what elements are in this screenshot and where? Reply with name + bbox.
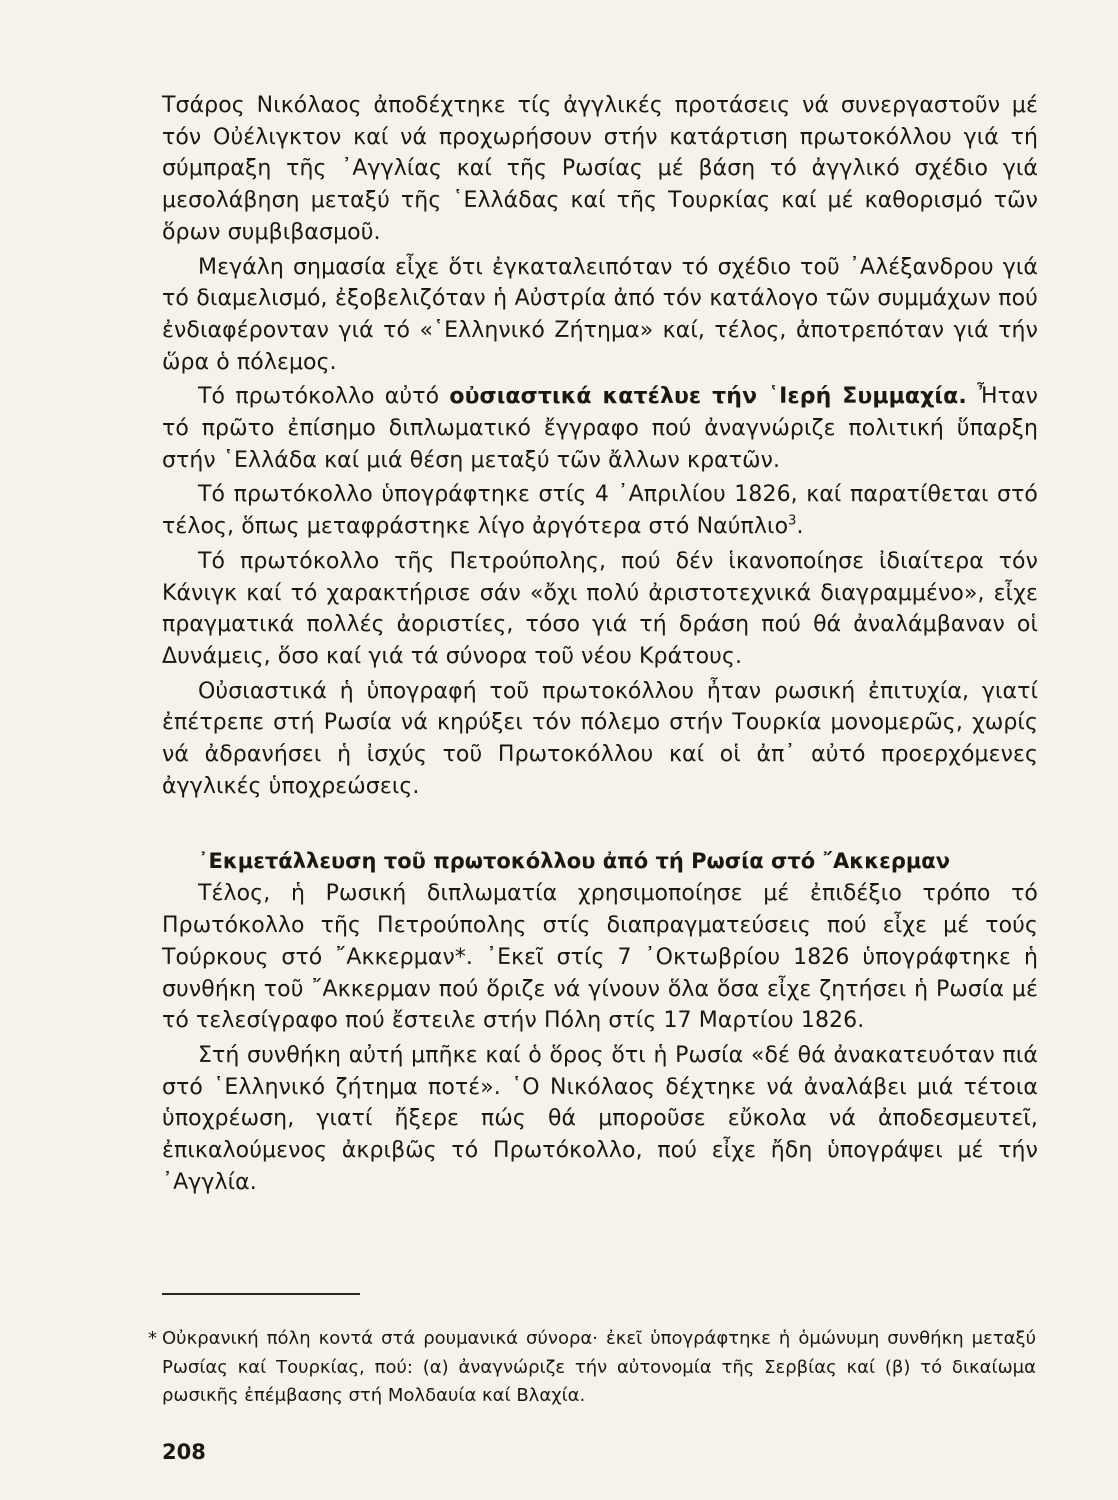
paragraph-6: Οὐσιαστικά ἡ ὑπογραφή τοῦ πρωτοκόλλου ἦταν ρωσική ἐπιτυχία, γιατί ἐπέτρεπε στή Ρωσία νά κηρύξει τόν πόλεμο στήν Τουρκία μονομερῶς, χωρίς νά ἀδρανήσει ἡ ἰσχύς τοῦ Πρωτοκόλλου καί οἱ ἀπ᾿ αὐτό προερχόμενες ἀγγλικές ὑποχρεώσεις.	[162, 678, 1038, 799]
paragraph-3	[162, 381, 1038, 476]
footnote	[148, 1325, 1036, 1411]
paragraph-4-end: .	[796, 514, 804, 540]
footnote-text: Οὐκρανική πόλη κοντά στά ρουμανικά σύνορα· ἐκεῖ ὑπογράφτηκε ἡ ὁμώνυμη συνθήκη μεταξύ Ρωσίας καί Τουρκίας, πού: (α) ἀναγνώριζε τήν αὐτονομία τῆς Σερβίας καί (β) τό δικαίωμα ρωσικῆς ἐπέμβασης στή Μολδαυία καί Βλαχία.	[162, 1328, 1036, 1406]
paragraph-8: Στή συνθήκη αὐτή μπῆκε καί ὁ ὅρος ὅτι ἡ Ρωσία «δέ θά ἀνακατευόταν πιά στό ῾Ελληνικό ζήτημα ποτέ». ῾Ο Νικόλαος δέχτηκε νά ἀναλάβει μιά τέτοια ὑποχρέωση, γιατί ἤξερε πώς θά μποροῦσε εὔκολα νά ἀποδεσμευτεῖ, ἐπικαλούμενος ἀκριβῶς τό Πρωτόκολλο, πού εἶχε ἤδη ὑπογράψει μέ τήν ᾿Αγγλία.	[162, 1042, 1038, 1195]
paragraph-3-end: Ἦταν τό πρῶτο ἐπίσημο διπλωματικό ἔγγραφο πού ἀναγνώριζε πολιτική ὕπαρξη στήν ῾Ελλάδα καί μιά θέση μεταξύ τῶν ἄλλων κρατῶν.	[162, 384, 1038, 473]
page-number: 208	[162, 1440, 206, 1464]
footnote-reference-3: 3	[788, 513, 797, 529]
paragraph-3-start: Τό πρωτόκολλο αὐτό	[198, 384, 450, 410]
paragraph-4	[162, 479, 1038, 542]
footnote-divider	[162, 1293, 360, 1295]
paragraph-2: Μεγάλη σημασία εἶχε ὅτι ἐγκαταλειπόταν τό σχέδιο τοῦ ᾿Αλέξανδρου γιά τό διαμελισμό, ἐξοβελιζόταν ἡ Αὐστρία ἀπό τόν κατάλογο τῶν συμμάχων πού ἐνδιαφέρονταν γιά τό «῾Ελληνικό Ζήτημα» καί, τέλος, ἀποτρεπόταν γιά τήν ὥρα ὁ πόλεμος.	[162, 254, 1038, 375]
paragraph-3-bold: οὐσιαστικά κατέλυε τήν ῾Ιερή Συμμαχία.	[449, 384, 967, 410]
paragraph-5: Τό πρωτόκολλο τῆς Πετρούπολης, πού δέν ἱκανοποίησε ἰδιαίτερα τόν Κάνιγκ καί τό χαρακτήρισε σάν «ὄχι πολύ ἀριστοτεχνικά διαγραμμένο», εἶχε πραγματικά πολλές ἀοριστίες, τόσο γιά τή δράση πού θά ἀναλάμβαναν οἱ Δυνάμεις, ὅσο καί γιά τά σύνορα τοῦ νέου Κράτους.	[162, 548, 1038, 669]
paragraph-4-text: Τό πρωτόκολλο ὑπογράφτηκε στίς 4 ᾿Απριλίου 1826, καί παρατίθεται στό τέλος, ὅπως μεταφράστηκε λίγο ἀργότερα στό Ναύπλιο	[162, 482, 1038, 540]
page-body	[162, 90, 1038, 1199]
section-heading: ᾿Εκμετάλλευση τοῦ πρωτοκόλλου ἀπό τή Ρωσία στό ῎Ακκερμαν	[198, 849, 951, 874]
paragraph-1: Τσάρος Νικόλαος ἀποδέχτηκε τίς ἀγγλικές προτάσεις νά συνεργαστοῦν μέ τόν Οὐέλιγκτον καί νά προχωρήσουν στήν κατάρτιση πρωτοκόλλου γιά τή σύμπραξη τῆς ᾿Αγγλίας καί τῆς Ρωσίας μέ βάση τό ἀγγλικό σχέδιο γιά μεσολάβηση μεταξύ τῆς ῾Ελλάδας καί τῆς Τουρκίας καί μέ καθορισμό τῶν ὅρων συμβιβασμοῦ.	[162, 93, 1038, 245]
footnote-mark: *	[148, 1328, 157, 1349]
paragraph-7: Τέλος, ἡ Ρωσική διπλωματία χρησιμοποίησε μέ ἐπιδέξιο τρόπο τό Πρωτόκολλο τῆς Πετρούπολης στίς διαπραγματεύσεις πού εἶχε μέ τούς Τούρκους στό ῎Ακκερμαν*. ᾿Εκεῖ στίς 7 ᾿Οκτωβρίου 1826 ὑπογράφτηκε ἡ συνθήκη τοῦ ῎Ακκερμαν πού ὅριζε νά γίνουν ὅλα ὅσα εἶχε ζητήσει ἡ Ρωσία μέ τό τελεσίγραφο πού ἔστειλε στήν Πόλη στίς 17 Μαρτίου 1826.	[162, 881, 1038, 1034]
